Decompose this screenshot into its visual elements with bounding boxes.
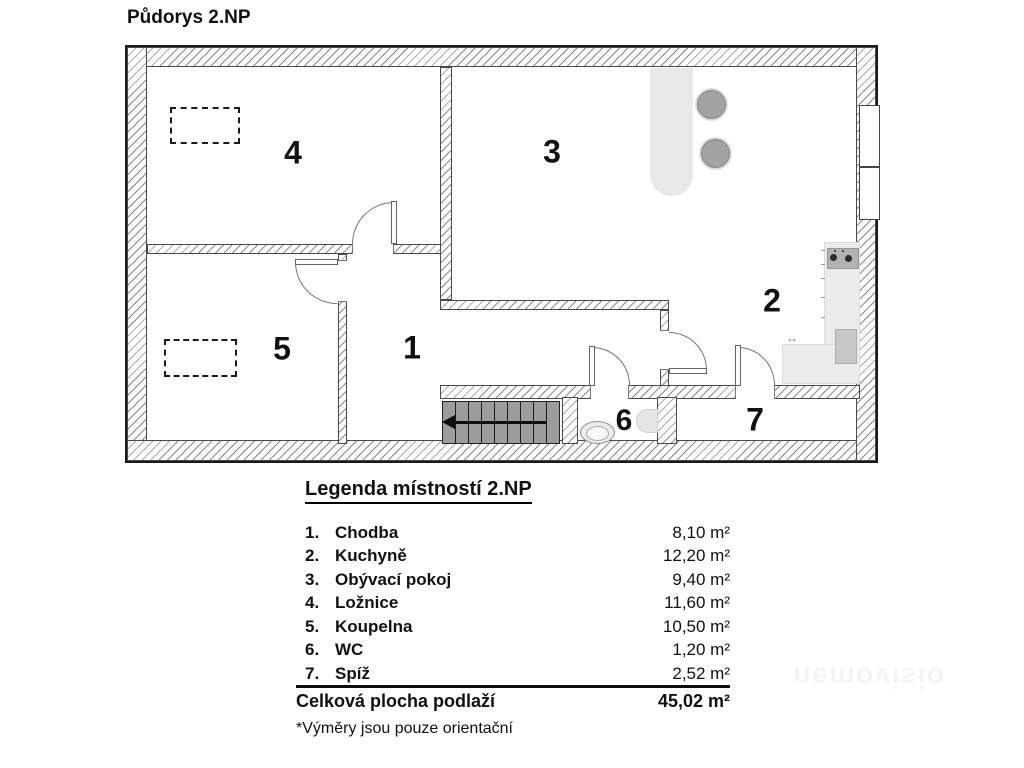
wall-stairs-wc	[562, 397, 578, 444]
room-name: Koupelna	[335, 616, 413, 636]
wall-outer-left	[127, 47, 147, 461]
room-name: Spíž	[335, 663, 370, 683]
room-area: 10,50 m²	[662, 616, 730, 636]
room-number: 4.	[305, 593, 320, 613]
cabinet-tick	[821, 250, 825, 251]
room-area: 1,20 m²	[672, 640, 730, 660]
door-opening-room5	[338, 260, 347, 302]
wall-hall-bottom	[440, 385, 860, 399]
stool-icon	[697, 90, 726, 119]
room-name: Obývací pokoj	[335, 569, 452, 589]
room-label-1: 1	[403, 329, 421, 366]
bar-counter-icon	[650, 68, 693, 196]
door-opening-room4	[352, 244, 394, 254]
door-opening-wc	[590, 385, 629, 399]
room-label-6: 6	[615, 404, 633, 437]
cabinet-tick	[821, 297, 825, 298]
burner-icon	[830, 254, 837, 261]
door-leaf-wc	[589, 346, 595, 386]
room-number: 2.	[305, 546, 320, 566]
cabinet-tick	[821, 278, 825, 279]
room-number: 6.	[305, 640, 320, 660]
room-area: 9,40 m²	[672, 569, 730, 589]
legend-row	[296, 662, 730, 686]
wall-room4-bottom	[147, 244, 452, 254]
room-label-5: 5	[273, 330, 291, 367]
room-label-4: 4	[284, 134, 302, 171]
room-number: 7.	[305, 663, 320, 683]
legend-row	[296, 615, 730, 639]
legend-divider	[296, 685, 730, 688]
legend-rows	[296, 521, 730, 686]
wall-wc-room7	[657, 397, 677, 444]
dashed-furniture-icon	[164, 339, 237, 377]
legend-row	[296, 639, 730, 663]
watermark: nemovisio	[793, 661, 946, 693]
wall-room4-room3	[440, 67, 452, 300]
stool-icon	[701, 139, 730, 168]
floor-plan	[125, 45, 878, 463]
room-number: 3.	[305, 569, 320, 589]
dashed-furniture-icon	[170, 107, 240, 144]
total-area: 45,02 m²	[657, 690, 730, 711]
door-arc-room4	[352, 202, 394, 244]
legend-total-row	[296, 690, 730, 712]
door-leaf-kitchen	[669, 368, 707, 374]
window	[859, 105, 880, 220]
room-area: 8,10 m²	[672, 522, 730, 542]
toilet-bowl-icon	[586, 426, 609, 441]
room-area: 12,20 m²	[662, 546, 730, 566]
room-number: 1.	[305, 522, 320, 542]
door-opening-room7	[735, 385, 775, 399]
total-label: Celková plocha podlaží	[296, 690, 496, 711]
cabinet-tick	[821, 264, 825, 265]
sink-icon	[835, 329, 857, 364]
legend-row	[296, 592, 730, 616]
legend-footnote: *Výměry jsou pouze orientační	[296, 720, 513, 737]
legend-row	[296, 521, 730, 545]
room-area: 2,52 m²	[672, 663, 730, 683]
room-name: Kuchyně	[335, 546, 407, 566]
stairs-direction-arrow	[454, 421, 547, 424]
door-arc-wc	[592, 347, 630, 385]
stove-knob-icon	[842, 250, 844, 252]
room-label-2: 2	[763, 282, 781, 319]
door-arc-room5	[295, 262, 337, 304]
room-number: 5.	[305, 616, 320, 636]
wall-room3-bottom	[440, 300, 669, 310]
door-leaf-room4	[391, 201, 397, 244]
dimension-arrow-icon: ↔	[786, 331, 798, 345]
cabinet-tick	[821, 317, 825, 318]
stairs-arrow-head-icon	[442, 415, 455, 429]
room-name: WC	[335, 640, 364, 660]
wall-outer-top	[127, 47, 876, 67]
window-divider	[859, 166, 880, 168]
door-opening-kitchen	[660, 330, 669, 370]
room-name: Ložnice	[335, 593, 399, 613]
page-title: Půdorys 2.NP	[127, 7, 251, 28]
legend-title: Legenda místností 2.NP	[305, 478, 532, 504]
room-name: Chodba	[335, 522, 399, 542]
door-arc-room7	[738, 347, 775, 385]
room-area: 11,60 m²	[664, 593, 730, 613]
door-leaf-room7	[735, 345, 741, 386]
legend-row	[296, 568, 730, 592]
door-arc-kitchen	[669, 332, 707, 370]
legend-row	[296, 545, 730, 569]
burner-icon	[845, 255, 852, 262]
washbasin-icon	[636, 409, 658, 433]
room-label-3: 3	[543, 133, 561, 170]
room-label-7: 7	[746, 401, 764, 438]
door-leaf-room5	[295, 259, 338, 265]
stove-knob-icon	[834, 250, 836, 252]
